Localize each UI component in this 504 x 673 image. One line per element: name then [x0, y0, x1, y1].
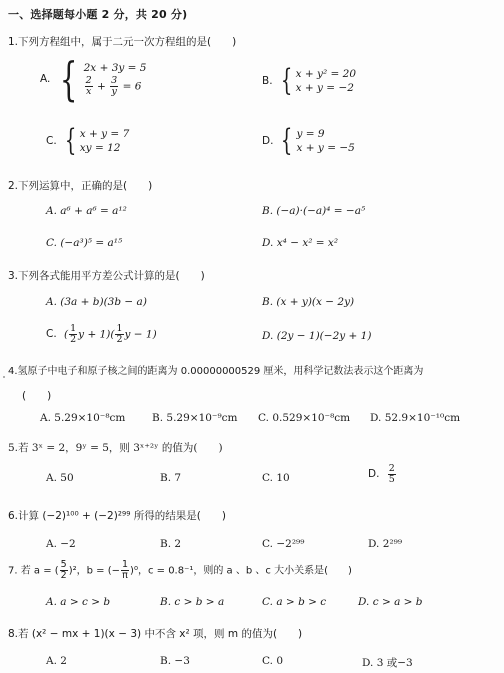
- q3-option-b[interactable]: B. (x + y)(x − 2y): [262, 296, 355, 308]
- brace-icon: {: [280, 63, 292, 98]
- question-3-stem: 3.下列各式能用平方差公式计算的是( ): [8, 270, 205, 282]
- q5-option-c[interactable]: C. 10: [262, 472, 290, 484]
- q1-c-label: C.: [46, 135, 57, 147]
- q3-option-a[interactable]: A. (3a + b)(3b − a): [46, 296, 147, 308]
- q1-a-row1: 2x + 3y = 5: [83, 62, 147, 75]
- q7-option-a[interactable]: A. a > c > b: [46, 596, 111, 608]
- q1-b-row1: x + y² = 20: [295, 67, 357, 80]
- brace-icon: {: [60, 52, 78, 106]
- question-8-stem: 8.若 (x² − mx + 1)(x − 3) 中不含 x² 项，则 m 的值为( ): [8, 628, 303, 640]
- q5-option-b[interactable]: B. 7: [160, 472, 182, 484]
- question-4-stem: 4.氢原子中电子和原子核之间的距离为 0.00000000529 厘米，用科学记数法表示这个距离为: [8, 366, 424, 377]
- q4-option-a[interactable]: A. 5.29×10⁻⁸cm: [40, 412, 126, 424]
- q6-option-b[interactable]: B. 2: [160, 538, 182, 550]
- question-2-stem: 2.下列运算中，正确的是( ): [8, 180, 153, 192]
- q1-d-row1: y = 9: [296, 127, 325, 140]
- q1-a-label: A.: [40, 73, 51, 85]
- question-6-stem: 6.计算 (−2)¹⁰⁰ + (−2)²⁹⁹ 所得的结果是( ): [8, 510, 226, 522]
- q4-option-b[interactable]: B. 5.29×10⁻⁹cm: [152, 412, 238, 424]
- q1-a-row2: $\frac{2}{x}$ + $\frac{3}{y}$ = 6: [85, 74, 142, 97]
- brace-icon: {: [281, 123, 293, 158]
- q1-d-row2: x + y = −5: [296, 142, 355, 154]
- q8-option-b[interactable]: B. −3: [160, 655, 190, 667]
- q5-option-a[interactable]: A. 50: [46, 472, 74, 484]
- q6-option-a[interactable]: A. −2: [46, 538, 76, 550]
- q8-option-d[interactable]: D. 3 或−3: [362, 657, 413, 669]
- q3-c-label: C.: [46, 328, 57, 341]
- q1-b-row2: x + y = −2: [295, 82, 354, 94]
- q2-option-a[interactable]: A. a⁶ + a⁶ = a¹²: [46, 205, 127, 217]
- question-4-stem-cont: ( ): [22, 390, 52, 402]
- q3-option-c[interactable]: C. ( $\frac{1}{2}$ y + 1)( $\frac{1}{2}$ y − 1): [46, 323, 157, 345]
- q8-option-c[interactable]: C. 0: [262, 655, 284, 667]
- q8-option-a[interactable]: A. 2: [46, 655, 67, 667]
- q4-option-c[interactable]: C. 0.529×10⁻⁸cm: [258, 412, 351, 424]
- section-title: 一、选择题每小题 2 分，共 20 分): [8, 8, 188, 21]
- q2-option-c[interactable]: C. (−a³)⁵ = a¹⁵: [46, 237, 123, 249]
- q1-c-row1: x + y = 7: [79, 127, 130, 140]
- q6-option-d[interactable]: D. 2²⁹⁹: [368, 538, 403, 550]
- q7-option-d[interactable]: D. c > a > b: [358, 596, 423, 608]
- q7-option-c[interactable]: C. a > b > c: [262, 596, 327, 608]
- q4-option-d[interactable]: D. 52.9×10⁻¹⁰cm: [370, 412, 461, 424]
- brace-icon: {: [64, 123, 76, 158]
- q2-option-b[interactable]: B. (−a)·(−a)⁴ = −a⁵: [262, 205, 366, 217]
- q1-option-d[interactable]: [262, 123, 355, 158]
- q7-option-b[interactable]: B. c > b > a: [160, 596, 225, 608]
- q3-option-d[interactable]: D. (2y − 1)(−2y + 1): [262, 330, 372, 342]
- q1-option-b[interactable]: [262, 63, 357, 98]
- scan-speck: [3, 376, 5, 378]
- q1-b-label: B.: [262, 75, 273, 87]
- q1-d-label: D.: [262, 135, 274, 147]
- q1-option-c[interactable]: [46, 123, 130, 158]
- question-5-stem: 5.若 3ˣ = 2，9ʸ = 5，则 3ˣ⁺²ʸ 的值为( ): [8, 442, 223, 454]
- q5-option-d[interactable]: D. $\frac{2}{5}$: [368, 463, 395, 485]
- question-1-stem: 1.下列方程组中，属于二元一次方程组的是( ): [8, 36, 237, 48]
- q6-option-c[interactable]: C. −2²⁹⁹: [262, 538, 305, 550]
- q1-option-a[interactable]: [40, 52, 147, 106]
- question-7-stem: 7. 若 a = ( $\frac{5}{2}$ )²，b = (− $\frac{1}{\pi}$ )⁰，c = 0.8⁻¹，则的 a 、b 、c 大小关系是( ): [8, 559, 352, 581]
- q2-option-d[interactable]: D. x⁴ − x² = x²: [262, 237, 339, 249]
- q5-d-label: D.: [368, 468, 380, 481]
- q1-c-row2: xy = 12: [79, 142, 121, 154]
